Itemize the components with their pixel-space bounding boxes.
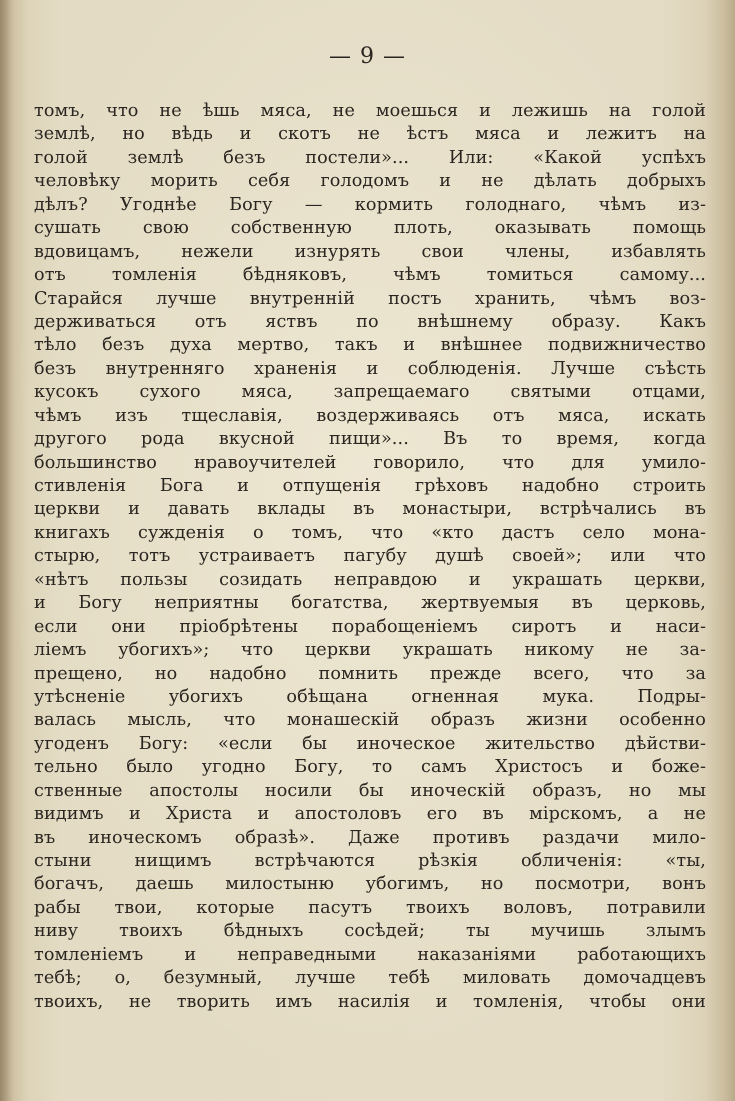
text-line: землѣ, но вѣдь и скотъ не ѣстъ мяса и лежитъ на bbox=[34, 124, 706, 145]
text-line: безъ внутренняго храненія и соблюденія. Лучше съѣсть bbox=[34, 358, 706, 379]
page-number: — 9 — bbox=[329, 44, 406, 69]
text-line: валась мысль, что монашескій образъ жизни особенно bbox=[34, 710, 706, 731]
body-text bbox=[34, 100, 706, 1014]
text-line: утѣсненіе убогихъ обѣщана огненная мука. Подры- bbox=[34, 686, 706, 707]
text-line: церкви и давать вклады въ монастыри, встрѣчались въ bbox=[34, 499, 706, 520]
text-line: стырю, тотъ устраиваетъ пагубу душѣ своей»; или что bbox=[34, 546, 706, 567]
text-line: кусокъ сухого мяса, запрещаемаго святыми отцами, bbox=[34, 382, 706, 403]
text-line: тельно было угодно Богу, то самъ Христосъ и боже- bbox=[34, 757, 706, 778]
text-line: если они пріобрѣтены порабощеніемъ сиротъ и наси- bbox=[34, 616, 706, 637]
text-line: угоденъ Богу: «если бы иноческое жительство дѣйстви- bbox=[34, 733, 706, 754]
text-line: сушать свою собственную плоть, оказывать помощь bbox=[34, 218, 706, 239]
text-line: отъ томленія бѣдняковъ, чѣмъ томиться самому... bbox=[34, 265, 706, 286]
text-line: томленіемъ и неправедными наказаніями работающихъ bbox=[34, 944, 706, 965]
text-line: тебѣ; о, безумный, лучше тебѣ миловать домочадцевъ bbox=[34, 968, 706, 989]
text-line: чѣмъ изъ тщеславія, воздерживаясь отъ мяса, искать bbox=[34, 405, 706, 426]
text-line: томъ, что не ѣшь мяса, не моешься и лежишь на голой bbox=[34, 101, 706, 121]
text-line: тѣло безъ духа мертво, такъ и внѣшнее подвижничество bbox=[34, 335, 706, 356]
text-line: стыни нищимъ встрѣчаются рѣзкія обличенія: «ты, bbox=[34, 851, 706, 871]
text-line: видимъ и Христа и апостоловъ его въ мірскомъ, а не bbox=[34, 804, 706, 825]
text-line: и Богу неприятны богатства, жертвуемыя въ церковь, bbox=[34, 593, 706, 614]
page-edge-shadow bbox=[0, 0, 14, 1101]
text-line: богачъ, даешь милостыню убогимъ, но посмотри, вонъ bbox=[34, 874, 706, 895]
text-line: стивленія Бога и отпущенія грѣховъ надобно строить bbox=[34, 476, 706, 496]
text-line: держиваться отъ яствъ по внѣшнему образу. Какъ bbox=[34, 311, 706, 332]
text-line: твоихъ, не творить имъ насилія и томленія, чтобы они bbox=[34, 991, 706, 1012]
text-line: прещено, но надобно помнить прежде всего, что за bbox=[34, 663, 706, 684]
text-line: большинство нравоучителей говорило, что для умило- bbox=[34, 452, 706, 473]
text-line: «нѣтъ пользы созидать неправдою и украшать церкви, bbox=[34, 569, 706, 590]
text-line: голой землѣ безъ постели»... Или: «Какой успѣхъ bbox=[34, 147, 706, 168]
text-line: вдовицамъ, нежели изнурять свои члены, избавлять bbox=[34, 241, 706, 262]
text-line: ліемъ убогихъ»; что церкви украшать никому не за- bbox=[34, 640, 706, 661]
text-line: дѣлъ? Угоднѣе Богу — кормить голоднаго, чѣмъ из- bbox=[34, 194, 706, 215]
text-line: Старайся лучше внутренній постъ хранить, чѣмъ воз- bbox=[34, 288, 706, 309]
text-line: рабы твои, которые пасутъ твоихъ воловъ, потравили bbox=[34, 897, 706, 918]
text-line: другого рода вкусной пищи»... Въ то время, когда bbox=[34, 429, 706, 450]
text-line: ственные апостолы носили бы иноческій образъ, но мы bbox=[34, 780, 706, 801]
text-line: книгахъ сужденія о томъ, что «кто дастъ село мона- bbox=[34, 522, 706, 543]
text-line: ниву твоихъ бѣдныхъ сосѣдей; ты мучишь злымъ bbox=[34, 921, 706, 942]
text-line: въ иноческомъ образѣ». Даже противъ раздачи мило- bbox=[34, 827, 706, 848]
text-line: человѣку морить себя голодомъ и не дѣлать добрыхъ bbox=[34, 171, 706, 192]
